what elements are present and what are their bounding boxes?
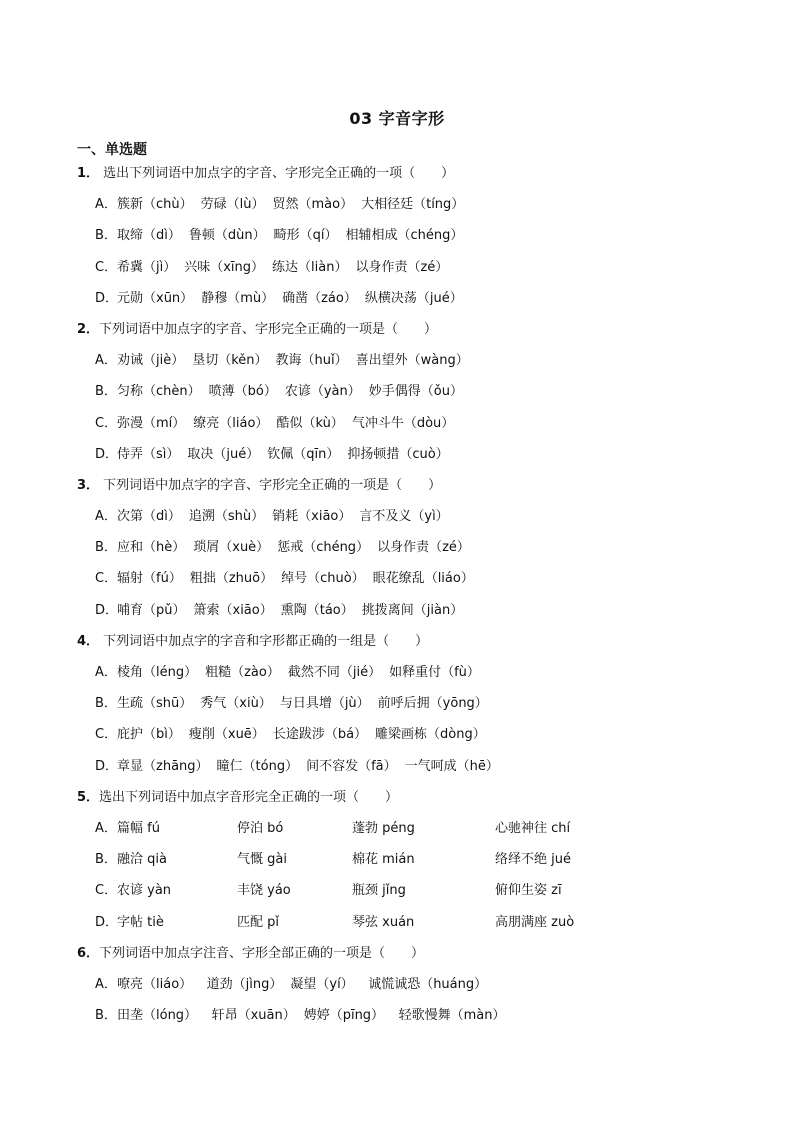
option-word: 言不及义（yì） (359, 509, 449, 525)
answer-option (77, 875, 757, 906)
option-word: 章显（zhāng） (117, 758, 209, 774)
option-word: 元勋（xūn） (117, 290, 194, 306)
option-word: 销耗（xiāo） (272, 509, 352, 525)
option-word: 簇新（chù） (117, 197, 193, 213)
option-letter: A． (95, 665, 117, 680)
option-letter: C． (95, 727, 118, 743)
option-word: 截然不同（jié） (287, 665, 382, 680)
question-stem (77, 626, 757, 657)
answer-option (77, 1000, 757, 1031)
option-word: 匹配 pǐ (237, 914, 279, 930)
option-word: 追溯（shù） (188, 509, 265, 525)
option-word: 贸然（mào） (272, 197, 354, 213)
option-letter: B． (95, 384, 117, 400)
option-word: 辐射（fú） (117, 571, 182, 587)
option-word: 以身作责（zé） (377, 540, 470, 556)
option-word: 与日具增（jù） (279, 696, 370, 712)
option-letter: D． (95, 290, 119, 306)
option-word: 垦切（kěn） (192, 353, 268, 369)
option-word: 熏陶（táo） (280, 602, 354, 618)
option-word: 确凿（záo） (282, 290, 357, 306)
option-letter: D． (95, 446, 119, 462)
option-letter: A． (95, 820, 117, 836)
answer-option (77, 376, 757, 407)
answer-option (77, 657, 757, 688)
answer-option (77, 532, 757, 563)
option-word: 蓬勃 péng (352, 820, 415, 836)
option-word: 畸形（qí） (273, 228, 338, 244)
answer-option (77, 688, 757, 719)
option-letter: A． (95, 353, 117, 369)
option-letter: B． (95, 696, 117, 712)
option-word: 绰号（chuò） (281, 571, 365, 587)
answer-option (77, 751, 757, 782)
option-word: 间不容发（fā） (306, 758, 397, 774)
option-word: 挑拨离间（jiàn） (361, 602, 464, 618)
question-number: 1． (77, 166, 100, 181)
option-word: 轻歌慢舞（màn） (385, 1008, 506, 1024)
option-letter: A． (95, 509, 117, 525)
option-word: 农谚 yàn (117, 883, 172, 899)
question-stem (77, 938, 757, 969)
option-word: 停泊 bó (237, 820, 284, 836)
section-heading: 一、单选题 (77, 142, 147, 158)
question-stem (77, 158, 757, 189)
option-word: 琴弦 xuán (352, 914, 415, 930)
answer-option (77, 595, 757, 626)
option-word: 希冀（jì） (117, 259, 177, 275)
option-word: 惩戒（chéng） (277, 540, 370, 556)
option-word: 气冲斗牛（dòu） (351, 415, 455, 431)
option-word: 匀称（chèn） (117, 384, 201, 400)
option-word: 凝望（yí） (290, 976, 348, 992)
question-number: 6． (77, 945, 100, 961)
option-word: 农谚（yàn） (284, 384, 361, 400)
answer-option (77, 501, 757, 532)
option-word: 劳碌（lù） (200, 197, 265, 213)
option-word: 前呼后拥（yōng） (377, 696, 488, 712)
option-word: 以身作责（zé） (355, 259, 449, 275)
option-word: 融洽 qià (117, 852, 167, 868)
option-word: 箫索（xiāo） (193, 602, 273, 618)
option-word: 气慨 gài (237, 852, 287, 868)
option-word: 俯仰生姿 zī (495, 883, 562, 899)
answer-option (77, 345, 757, 376)
option-letter: D． (95, 758, 119, 774)
option-letter: C． (95, 883, 118, 899)
option-word: 兴味（xīng） (184, 259, 265, 275)
option-word: 田垄（lóng） (117, 1008, 191, 1024)
option-letter: B． (95, 852, 117, 868)
option-word: 道劲（jìng） (193, 976, 283, 992)
option-word: 粗糙（zào） (205, 665, 280, 680)
option-word: 雕梁画栋（dòng） (375, 727, 486, 743)
option-letter: A． (95, 197, 117, 213)
option-letter: C． (95, 415, 118, 431)
option-word: 哺育（pǔ） (117, 602, 186, 618)
option-word: 庇护（bì） (117, 727, 181, 743)
option-word: 静穆（mù） (201, 290, 275, 306)
answer-option (77, 813, 757, 844)
option-word: 瓶颈 jǐng (352, 883, 406, 899)
option-letter: D． (95, 914, 119, 930)
option-word: 抑扬顿措（cuò） (347, 446, 449, 462)
question-text: 下列词语中加点字的字音、字形完全正确的一项是（ ） (99, 321, 438, 337)
answer-option (77, 844, 757, 875)
option-word: 丰饶 yáo (237, 883, 291, 899)
option-word: 心驰神往 chí (495, 820, 571, 836)
question-number: 5． (77, 789, 100, 805)
answer-option (77, 563, 757, 594)
option-letter: B． (95, 540, 117, 556)
option-word: 棉花 mián (352, 852, 415, 868)
option-word: 次第（dì） (117, 509, 181, 525)
question-list (77, 158, 757, 1031)
option-word: 取决（jué） (187, 446, 260, 462)
answer-option (77, 189, 757, 220)
option-word: 瞳仁（tóng） (216, 758, 299, 774)
question-number: 3． (77, 477, 100, 493)
option-word: 秀气（xiù） (200, 696, 272, 712)
option-word: 篇幅 fú (117, 820, 160, 836)
option-word: 高朋满座 zuò (495, 914, 575, 930)
option-word: 教诲（huǐ） (275, 353, 348, 369)
question-text: 下列词语中加点字的字音、字形完全正确的一项是（ ） (99, 477, 442, 493)
question-text: 下列词语中加点字注音、字形全部正确的一项是（ ） (99, 945, 425, 961)
option-word: 络绎不绝 jué (495, 852, 571, 868)
answer-option (77, 252, 757, 283)
option-word: 喷薄（bó） (208, 384, 277, 400)
option-word: 劝诫（jiè） (117, 353, 185, 369)
option-word: 大相径廷（tíng） (361, 197, 465, 213)
option-word: 嘹亮（liáo） (117, 976, 186, 992)
option-word: 娉婷（pīng） (303, 1008, 378, 1024)
option-word: 琐屑（xuè） (193, 540, 270, 556)
answer-option (77, 220, 757, 251)
option-word: 粗拙（zhuō） (189, 571, 274, 587)
question-number: 2． (77, 321, 100, 337)
question-text: 下列词语中加点字的字音和字形都正确的一组是（ ） (99, 633, 429, 649)
option-word: 侍弄（sì） (117, 446, 180, 462)
option-letter: B． (95, 1008, 117, 1024)
page-title: 03 字音字形 (349, 109, 445, 128)
option-letter: B． (95, 228, 117, 244)
option-word: 妙手偶得（ǒu） (368, 384, 463, 400)
option-word: 相辅相成（chéng） (345, 228, 464, 244)
answer-option (77, 719, 757, 750)
option-word: 喜出望外（wàng） (355, 353, 469, 369)
option-word: 长途跋涉（bá） (272, 727, 368, 743)
option-word: 一气呵成（hē） (404, 758, 499, 774)
option-word: 鲁顿（dùn） (188, 228, 266, 244)
question-text: 选出下列词语中加点字音形完全正确的一项（ ） (99, 789, 399, 805)
option-word: 缭亮（liáo） (193, 415, 269, 431)
answer-option (77, 408, 757, 439)
option-word: 钦佩（qīn） (267, 446, 340, 462)
option-word: 如释重付（fù） (389, 665, 480, 680)
option-letter: D． (95, 602, 119, 618)
question-stem (77, 782, 757, 813)
answer-option (77, 907, 757, 938)
option-word: 应和（hè） (117, 540, 186, 556)
answer-option (77, 283, 757, 314)
option-word: 诚慌诚恐（huáng） (355, 976, 488, 992)
option-word: 瘦削（xuē） (188, 727, 265, 743)
question-stem (77, 470, 757, 501)
answer-option (77, 969, 757, 1000)
option-word: 取缔（dì） (117, 228, 181, 244)
option-word: 生疏（shū） (117, 696, 193, 712)
question-stem (77, 314, 757, 345)
option-word: 酷似（kù） (276, 415, 344, 431)
option-letter: A． (95, 976, 117, 992)
option-letter: C． (95, 571, 118, 587)
option-word: 字帖 tiè (117, 914, 164, 930)
option-word: 纵横决荡（jué） (364, 290, 463, 306)
option-letter: C． (95, 259, 118, 275)
option-word: 练达（liàn） (272, 259, 348, 275)
option-word: 棱角（léng） (117, 665, 198, 680)
option-word: 眼花缭乱（liáo） (372, 571, 474, 587)
option-word: 弥漫（mí） (117, 415, 186, 431)
answer-option (77, 439, 757, 470)
option-word: 轩昂（xuān） (198, 1008, 296, 1024)
question-text: 选出下列词语中加点字的字音、字形完全正确的一项（ ） (99, 166, 455, 181)
question-number: 4． (77, 633, 100, 649)
